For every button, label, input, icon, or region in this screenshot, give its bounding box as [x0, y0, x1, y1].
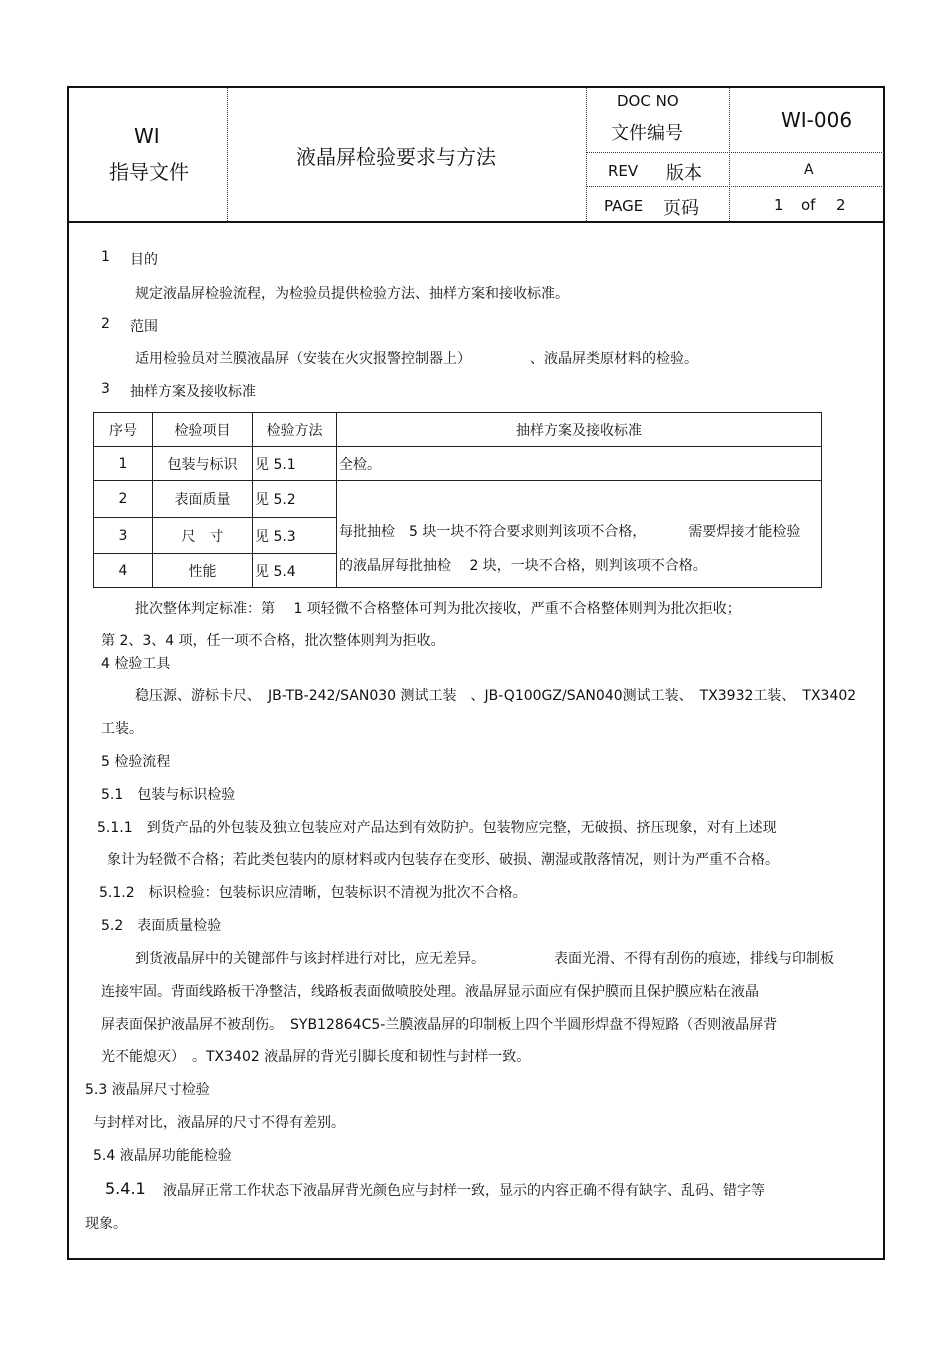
table-header-cell: 检验方法 [253, 413, 337, 447]
section-2-title: 范围 [130, 319, 158, 335]
row-method: 见 5.4 [253, 554, 337, 588]
flow-title: 5 检验流程 [101, 754, 171, 770]
section-3-title: 抽样方案及接收标准 [130, 384, 256, 400]
page-total: 2 [836, 196, 846, 214]
row-item: 表面质量 [153, 481, 253, 518]
merged-standard-line-2: 的液晶屏每批抽检 2 块，一块不合格，则判该项不合格。 [339, 558, 707, 574]
table-header-cell: 抽样方案及接收标准 [337, 413, 822, 447]
s52-line-3: 屏表面保护液晶屏不被刮伤。 SYB12864C5-兰膜液晶屏的印制板上四个半圆形焊盘不得短路（否则液晶屏背 [101, 1017, 778, 1033]
row-method: 见 5.1 [253, 447, 337, 481]
page-of: of [801, 196, 816, 214]
judgement-line-2: 第 2、3、4 项，任一项不合格，批次整体则判为拒收。 [101, 633, 445, 649]
doc-no-label-cn: 文件编号 [611, 123, 683, 144]
table-row [94, 447, 822, 481]
table-header-cell: 序号 [94, 413, 153, 447]
table-row [94, 481, 822, 518]
section-2-number: 2 [101, 316, 110, 332]
section-1-text: 规定液晶屏检验流程，为检验员提供检验方法、抽样方案和接收标准。 [135, 286, 569, 302]
table-header-row [94, 413, 822, 447]
row-item: 尺 寸 [153, 518, 253, 554]
s511-line-1: 5.1.1 到货产品的外包装及独立包装应对产品达到有效防护。包装物应完整，无破损、挤压现象，对有上述现 [97, 820, 777, 836]
section-3-number: 3 [101, 381, 110, 397]
header-row-divider-1 [586, 152, 884, 153]
page-label-cn: 页码 [663, 198, 699, 219]
s54-title: 5.4 液晶屏功能能检验 [93, 1148, 232, 1164]
doc-type-cn: 指导文件 [109, 160, 189, 184]
row-number: 2 [94, 481, 153, 518]
merged-standard-line-1 [339, 515, 819, 549]
s541-number: 5.4.1 [105, 1179, 146, 1198]
merged-standard-line-1b: 需要焊接才能检验 [688, 524, 801, 540]
s541-line-1: 液晶屏正常工作状态下液晶屏背光颜色应与封样一致，显示的内容正确不得有缺字、乱码、错字等 [163, 1183, 765, 1199]
header-col-divider-3 [729, 88, 730, 221]
tools-title: 4 检验工具 [101, 656, 171, 672]
rev-label-cn: 版本 [666, 163, 702, 184]
doc-no-label-en: DOC NO [617, 92, 679, 110]
row-item: 性能 [153, 554, 253, 588]
section-1-number: 1 [101, 249, 110, 265]
s512: 5.1.2 标识检验：包装标识应清晰，包装标识不清视为批次不合格。 [99, 885, 527, 901]
s53-text: 与封样对比，液晶屏的尺寸不得有差别。 [93, 1115, 345, 1131]
header-col-divider-1 [227, 88, 228, 221]
header-row-divider-2 [586, 186, 884, 187]
rev-value: A [804, 162, 814, 178]
rev-label-en: REV [608, 162, 639, 180]
section-1-title: 目的 [130, 252, 158, 268]
row-number: 3 [94, 518, 153, 554]
row-method: 见 5.3 [253, 518, 337, 554]
page-label-en: PAGE [604, 197, 644, 215]
table-header-cell: 检验项目 [153, 413, 253, 447]
s541-line-2: 现象。 [85, 1216, 127, 1232]
doc-type-en: WI [134, 124, 160, 148]
merged-standard-cell [337, 481, 822, 588]
merged-standard-line-1a: 每批抽检 5 块一块不符合要求则判该项不合格， [339, 524, 647, 540]
header-col-divider-2 [586, 88, 587, 221]
tools-line-2: 工装。 [101, 721, 143, 737]
s52-line-2: 连接牢固。背面线路板干净整洁，线路板表面做喷胶处理。液晶屏显示面应有保护膜而且保护膜应粘在液晶 [101, 984, 759, 1000]
header-divider [67, 221, 885, 223]
page-title: 液晶屏检验要求与方法 [296, 145, 496, 169]
sampling-table [93, 412, 822, 588]
judgement-line-1: 批次整体判定标准：第 1 项轻微不合格整体可判为批次接收，严重不合格整体则判为批次拒收； [135, 601, 741, 617]
tools-line-1: 稳压源、游标卡尺、 JB-TB-242/SAN030 测试工装 、JB-Q100GZ/SAN040测试工装、 TX3932工装、 TX3402 [135, 688, 857, 704]
row-method: 见 5.2 [253, 481, 337, 518]
page-current: 1 [774, 196, 784, 214]
s51-title: 5.1 包装与标识检验 [101, 787, 236, 803]
section-2-text-a: 适用检验员对兰膜液晶屏（安装在火灾报警控制器上） [135, 351, 471, 367]
row-standard: 全检。 [337, 447, 822, 481]
row-number: 1 [94, 447, 153, 481]
row-number: 4 [94, 554, 153, 588]
s52-line-1a: 到货液晶屏中的关键部件与该封样进行对比，应无差异。 [135, 951, 485, 967]
row-item: 包装与标识 [153, 447, 253, 481]
s52-line-1b: 表面光滑、不得有刮伤的痕迹，排线与印制板 [554, 951, 834, 967]
s53-title: 5.3 液晶屏尺寸检验 [85, 1082, 210, 1098]
s52-line-4: 光不能熄灭） 。TX3402 液晶屏的背光引脚长度和韧性与封样一致。 [101, 1049, 531, 1065]
s511-line-2: 象计为轻微不合格；若此类包装内的原材料或内包装存在变形、破损、潮湿或散落情况，则计为严重不合格。 [107, 852, 779, 868]
doc-no-value: WI-006 [781, 108, 853, 132]
section-2-text-b: 、液晶屏类原材料的检验。 [530, 351, 698, 367]
s52-title: 5.2 表面质量检验 [101, 918, 222, 934]
